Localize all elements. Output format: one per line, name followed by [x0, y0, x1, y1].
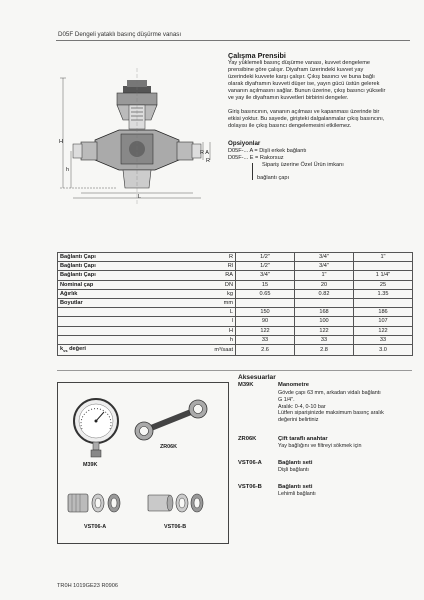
spec-row [58, 317, 413, 326]
spec-label-tail: değeri [67, 345, 86, 352]
spec-row [58, 253, 413, 262]
spec-row-unit: mm [178, 298, 236, 307]
spec-cell: 1/2" [236, 262, 295, 271]
spec-cell: 3/4" [236, 271, 295, 280]
spec-row [58, 344, 413, 355]
dim-label-L: L [138, 194, 142, 200]
spec-cell [354, 298, 413, 307]
text-line: prensibine göre çalışır. Diyafram üzerindeki kuvvet yay [228, 67, 364, 74]
page-header-title: D05F Dengeli yataklı basınç düşürme vanası [58, 31, 182, 38]
spec-row [58, 308, 413, 317]
accessory-description: Lehimli bağlantı [278, 491, 316, 497]
spec-row [58, 280, 413, 289]
dim-label-H: H [59, 139, 63, 145]
spec-row-label: Boyutlar [58, 298, 178, 307]
spec-cell: 20 [295, 280, 354, 289]
working-principle-title: Çalışma Prensibi [228, 51, 286, 60]
spec-row-label [58, 326, 178, 335]
spec-cell: 150 [236, 308, 295, 317]
spec-cell [295, 298, 354, 307]
spec-cell: 90 [236, 317, 295, 326]
spec-row-label: Ağırlık [58, 289, 178, 298]
spec-row-unit: L [178, 308, 236, 317]
options-line-e: D05F-... E = Rakorsuz [228, 155, 284, 161]
spec-cell: 107 [354, 317, 413, 326]
accessory-name: Bağlantı seti [278, 460, 313, 466]
accessory-code: M39K [238, 382, 254, 388]
spec-row-label [58, 317, 178, 326]
spec-row-unit: kg [178, 289, 236, 298]
spec-cell: 33 [354, 335, 413, 344]
wrench-icon [132, 398, 212, 442]
spec-cell: 1.35 [354, 289, 413, 298]
spec-label-subscript: vs [63, 347, 68, 353]
figure-label-wrench: ZR06K [160, 444, 178, 450]
text-line: ve yay ile diyaframın kuvvetleri birbirini dengeler. [228, 95, 349, 102]
text-line: olarak diyaframın kuvveti düşer ise, yayın gücü üstün gelerek [228, 81, 380, 88]
spec-label-main: k [60, 345, 64, 352]
spec-row-unit: DN [178, 280, 236, 289]
spec-cell: 122 [354, 326, 413, 335]
soldered-connection-set-icon [146, 488, 206, 518]
spec-cell: 1 1/4" [354, 271, 413, 280]
spec-cell: 1" [354, 253, 413, 262]
spec-row-unit: m³/saat [178, 344, 236, 355]
spec-cell: 0.82 [295, 289, 354, 298]
spec-cell: 0.65 [236, 289, 295, 298]
accessory-code: VST06-B [238, 484, 262, 490]
spec-cell: 3/4" [295, 262, 354, 271]
spec-cell: 122 [295, 326, 354, 335]
spec-cell [354, 262, 413, 271]
text-line: Gövde çapı 63 mm, arkadan vidalı bağlantı [278, 390, 381, 396]
spec-cell: 186 [354, 308, 413, 317]
accessory-name: Bağlantı seti [278, 484, 313, 490]
spec-cell: 3.0 [354, 344, 413, 355]
spec-row [58, 271, 413, 280]
text-line: vananın açılmasını sağlar. Bunun üzerine, çıkış basıncı yükselir [228, 88, 386, 95]
text-line: Lütfen siparişinizde maksimum basınç aralık [278, 410, 384, 417]
working-principle-paragraph-1 [228, 60, 414, 103]
spec-row [58, 335, 413, 344]
spec-row-label: Nominal çap [58, 280, 178, 289]
spec-row [58, 326, 413, 335]
spec-cell: 2.6 [236, 344, 295, 355]
spec-row-unit: l [178, 317, 236, 326]
spec-cell: 3/4" [295, 253, 354, 262]
accessories-title: Aksesuarlar [238, 374, 276, 381]
options-note-1: Sipariş üzerine Özel Ürün imkanı [262, 162, 344, 168]
text-line: Aralık: 0-4, 0-10 bar [278, 403, 326, 410]
options-line-a: D05F-... A = Dişli erkek bağlantı [228, 148, 307, 154]
figure-label-gauge: M39K [83, 462, 98, 468]
dim-label-RA: R A [200, 150, 209, 156]
specification-table [57, 252, 413, 356]
spec-cell: 33 [236, 335, 295, 344]
spec-cell: 33 [295, 335, 354, 344]
spec-cell: 122 [236, 326, 295, 335]
spec-row-label [58, 308, 178, 317]
text-line: üzerindeki kuvvete karşı çalışır. Çıkış basıncı ve buna bağlı [228, 74, 375, 81]
threaded-connection-set-icon [66, 488, 126, 518]
spec-cell: 25 [354, 280, 413, 289]
accessory-name: Çift taraflı anahtar [278, 436, 328, 442]
spec-cell: 1" [295, 271, 354, 280]
spec-row [58, 289, 413, 298]
working-principle-paragraph-2 [228, 109, 414, 130]
text-line: G 1/4". [278, 396, 295, 403]
dim-label-R: R [206, 158, 210, 164]
accessory-description [278, 390, 384, 424]
spec-row-label: Bağlantı Çapı [58, 262, 178, 271]
spec-cell: 168 [295, 308, 354, 317]
spec-cell: 1/2" [236, 253, 295, 262]
accessories-divider [57, 370, 412, 371]
accessory-description: Dişli bağlantı [278, 467, 309, 473]
options-note-2: bağlantı çapı [257, 175, 290, 181]
valve-technical-drawing [57, 48, 217, 208]
spec-cell: 100 [295, 317, 354, 326]
text-line: dolayısı ile çıkış basıncı dengelemesini etkilemez. [228, 123, 352, 130]
header-divider [56, 40, 410, 41]
spec-row-unit: Rl [178, 262, 236, 271]
text-line: Yay yüklemeli basınç düşürme vanası, kuvvet dengeleme [228, 60, 370, 66]
figure-label-set-b: VST06-B [164, 524, 187, 530]
spec-row [58, 298, 413, 307]
spec-row-unit: H [178, 326, 236, 335]
text-line: etkisi yoktur. Bu sayede, girişteki dalgalanmalar çıkış basıncını, [228, 116, 385, 123]
accessory-name: Manometre [278, 382, 309, 388]
spec-row-unit: R [178, 253, 236, 262]
figure-label-set-a: VST06-A [84, 524, 107, 530]
options-title: Opsiyonlar [228, 140, 261, 147]
text-line: değerini belirtiniz [278, 417, 319, 424]
pressure-gauge-icon [70, 395, 122, 465]
spec-row-label [58, 335, 178, 344]
spec-row-unit: RA [178, 271, 236, 280]
spec-row-label: Bağlantı Çapı [58, 253, 178, 262]
spec-row-unit: h [178, 335, 236, 344]
spec-cell [236, 298, 295, 307]
accessory-code: ZR06K [238, 436, 257, 442]
accessory-code: VST06-A [238, 460, 262, 466]
spec-cell: 2.8 [295, 344, 354, 355]
document-code: TR0H 1019GE23 R0906 [57, 583, 118, 589]
text-line: Giriş basıncının, vananın açılması ve kapanması üzerinde bir [228, 109, 380, 115]
dim-label-h: h [66, 167, 70, 173]
spec-row [58, 262, 413, 271]
spec-cell: 15 [236, 280, 295, 289]
spec-row-label [58, 344, 178, 355]
spec-row-label: Bağlantı Çapı [58, 271, 178, 280]
accessory-description: Yay bağlığını ve filtreyi sökmek için [278, 443, 362, 449]
